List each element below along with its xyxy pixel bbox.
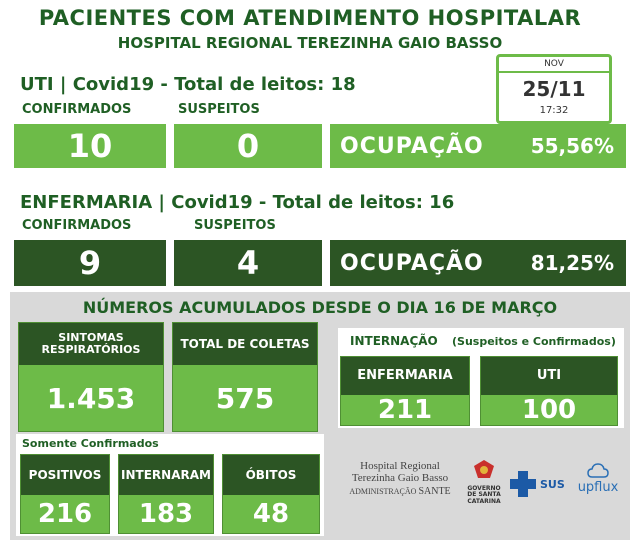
page-title: PACIENTES COM ATENDIMENTO HOSPITALAR: [38, 6, 582, 30]
cloud-icon: [587, 462, 609, 480]
upflux-text: upflux: [577, 480, 619, 495]
hospital-logo: [340, 460, 460, 497]
enfermaria-title: ENFERMARIA | Covid19 - Total de leitos: 16: [20, 192, 455, 213]
enfermaria-confirmed-value: 9: [14, 240, 166, 286]
uti-suspected-value: 0: [174, 124, 322, 168]
gov-line1: GOVERNO: [467, 485, 501, 492]
deaths-label: ÓBITOS: [223, 455, 319, 495]
date-month: NOV: [499, 59, 609, 73]
uti-suspected-label: SUSPEITOS: [178, 102, 260, 117]
icu-value: 100: [521, 395, 577, 425]
tests-card: [172, 322, 318, 432]
uti-occupancy-box: [330, 124, 626, 168]
hospital-logo-admin: ADMINISTRAÇÃO: [349, 487, 417, 496]
sus-cross-icon: [508, 469, 538, 499]
ward-label: ENFERMARIA: [341, 357, 469, 395]
hospitalization-sub: (Suspeitos e Confirmados): [452, 335, 616, 348]
date-day: 25/11: [522, 77, 586, 101]
hospitalized-label: INTERNARAM: [119, 455, 213, 495]
respiratory-card: [18, 322, 164, 432]
uti-confirmed-value: 10: [14, 124, 166, 168]
hospital-logo-line2: Terezinha Gaio Basso: [351, 472, 449, 484]
respiratory-label: SINTOMAS RESPIRATÓRIOS: [19, 323, 163, 365]
positive-label: POSITIVOS: [21, 455, 109, 495]
deaths-value: 48: [252, 499, 290, 529]
deaths-card: [222, 454, 320, 534]
icu-label: UTI: [481, 357, 617, 395]
gov-line3: CATARINA: [467, 497, 501, 505]
hospital-logo-sante: SANTE: [418, 486, 451, 497]
enfermaria-suspected-label: SUSPEITOS: [194, 218, 276, 233]
hospitalization-label: INTERNAÇÃO: [350, 334, 438, 348]
uti-title: UTI | Covid19 - Total de leitos: 18: [20, 74, 356, 95]
santa-catarina-logo: [464, 458, 504, 505]
page-subtitle: HOSPITAL REGIONAL TEREZINHA GAIO BASSO: [117, 34, 503, 52]
enfermaria-occupancy-box: [330, 240, 626, 286]
confirmed-only-label: Somente Confirmados: [22, 437, 159, 450]
hospital-logo-line1: Hospital Regional: [360, 460, 440, 472]
accumulated-title: NÚMEROS ACUMULADOS DESDE O DIA 16 DE MARÇO: [82, 298, 558, 317]
positive-value: 216: [37, 499, 93, 529]
enfermaria-suspected-value: 4: [174, 240, 322, 286]
sus-text: SUS: [540, 477, 565, 491]
gov-line2: DE SANTA: [467, 491, 501, 499]
hospitalized-card: [118, 454, 214, 534]
positive-card: [20, 454, 110, 534]
uti-occupancy-value: 55,56%: [530, 134, 614, 158]
date-time: 17:32: [539, 105, 569, 116]
santa-catarina-crest-icon: [464, 458, 504, 482]
enfermaria-confirmed-label: CONFIRMADOS: [22, 218, 132, 233]
ward-value: 211: [377, 395, 433, 425]
ward-card: [340, 356, 470, 426]
uti-confirmed-label: CONFIRMADOS: [22, 102, 132, 117]
respiratory-value: 1.453: [46, 381, 136, 415]
enfermaria-occupancy-value: 81,25%: [530, 251, 614, 275]
sus-logo: [508, 466, 566, 502]
uti-occupancy-label: OCUPAÇÃO: [340, 133, 484, 159]
date-card: [496, 54, 612, 124]
icu-card: [480, 356, 618, 426]
tests-value: 575: [215, 381, 275, 415]
enfermaria-occupancy-label: OCUPAÇÃO: [340, 250, 484, 276]
hospitalized-value: 183: [138, 499, 194, 529]
upflux-logo: [568, 462, 628, 502]
tests-label: TOTAL DE COLETAS: [173, 323, 317, 365]
